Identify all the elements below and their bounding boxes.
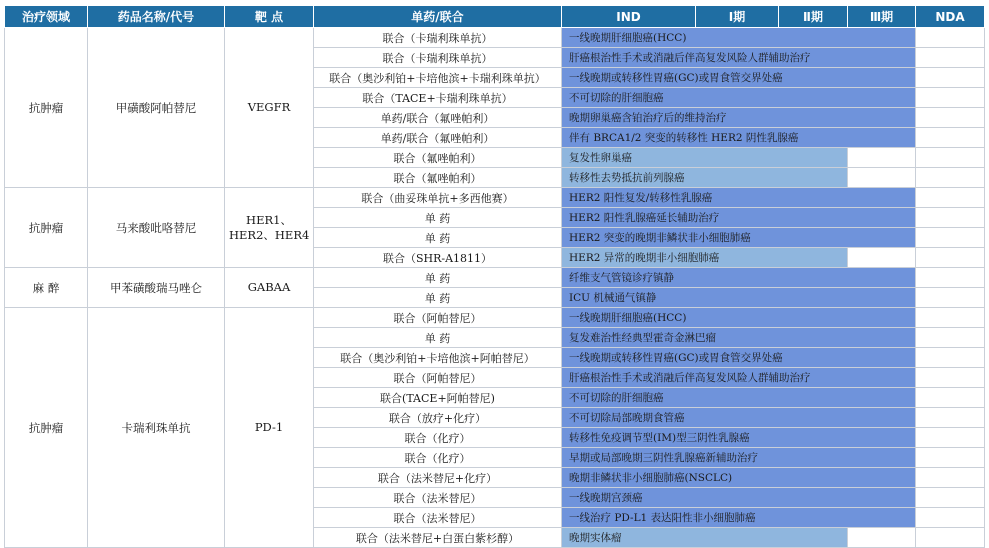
target-line: HER2、HER4 (229, 227, 310, 242)
empty-phase-cell (916, 508, 985, 528)
drug-name-cell: 甲苯磺酸瑞马唑仑 (88, 268, 225, 308)
regimen-cell: 联合（奥沙利铂+卡培他滨+阿帕替尼） (314, 348, 562, 368)
indication-progress-cell: 晚期实体瘤 (562, 528, 848, 548)
empty-phase-cell (916, 528, 985, 548)
regimen-cell: 联合（卡瑞利珠单抗） (314, 28, 562, 48)
drug-name-cell: 甲磺酸阿帕替尼 (88, 28, 225, 188)
therapy-area-cell: 抗肿瘤 (5, 188, 88, 268)
pipeline-table (4, 5, 985, 548)
header-nda: NDA (916, 6, 985, 28)
header-ind: IND (562, 6, 696, 28)
empty-phase-cell (916, 228, 985, 248)
header-target: 靶 点 (225, 6, 314, 28)
regimen-cell: 单 药 (314, 268, 562, 288)
empty-phase-cell (916, 148, 985, 168)
indication-progress-cell: 纤维支气管镜诊疗镇静 (562, 268, 916, 288)
indication-progress-cell: 晚期卵巢癌含铂治疗后的维持治疗 (562, 108, 916, 128)
regimen-cell: 联合（阿帕替尼） (314, 368, 562, 388)
header-drug-name: 药品名称/代号 (88, 6, 225, 28)
empty-phase-cell (916, 108, 985, 128)
regimen-cell: 联合（法米替尼+化疗） (314, 468, 562, 488)
regimen-cell: 联合（化疗） (314, 448, 562, 468)
regimen-cell: 联合（放疗+化疗） (314, 408, 562, 428)
empty-phase-cell (916, 28, 985, 48)
empty-phase-cell (916, 248, 985, 268)
target-cell (225, 188, 314, 268)
indication-progress-cell: 肝癌根治性手术或消融后伴高复发风险人群辅助治疗 (562, 368, 916, 388)
empty-phase-cell (848, 168, 916, 188)
regimen-cell: 联合（曲妥珠单抗+多西他赛） (314, 188, 562, 208)
table-header (5, 6, 985, 28)
regimen-cell: 联合（卡瑞利珠单抗） (314, 48, 562, 68)
empty-phase-cell (916, 348, 985, 368)
indication-progress-cell: 一线治疗 PD-L1 表达阳性非小细胞肺癌 (562, 508, 916, 528)
empty-phase-cell (916, 408, 985, 428)
regimen-cell: 联合（奥沙利铂+卡培他滨+卡瑞利珠单抗） (314, 68, 562, 88)
regimen-cell: 联合（氟唑帕利） (314, 148, 562, 168)
regimen-cell: 联合（法米替尼） (314, 488, 562, 508)
regimen-cell: 联合（TACE+卡瑞利珠单抗） (314, 88, 562, 108)
indication-progress-cell: HER2 异常的晚期非小细胞肺癌 (562, 248, 848, 268)
header-row (5, 6, 985, 28)
empty-phase-cell (916, 468, 985, 488)
indication-progress-cell: 复发难治性经典型霍奇金淋巴瘤 (562, 328, 916, 348)
table-row (5, 308, 985, 328)
empty-phase-cell (916, 388, 985, 408)
empty-phase-cell (916, 368, 985, 388)
empty-phase-cell (916, 128, 985, 148)
header-phase-3: Ⅲ期 (848, 6, 916, 28)
target-cell: VEGFR (225, 28, 314, 188)
header-phase-2: Ⅱ期 (779, 6, 848, 28)
table-row (5, 188, 985, 208)
indication-progress-cell: 早期或局部晚期三阴性乳腺癌新辅助治疗 (562, 448, 916, 468)
empty-phase-cell (916, 448, 985, 468)
indication-progress-cell: HER2 阳性复发/转移性乳腺癌 (562, 188, 916, 208)
indication-progress-cell: HER2 阳性乳腺癌延长辅助治疗 (562, 208, 916, 228)
indication-progress-cell: HER2 突变的晚期非鳞状非小细胞肺癌 (562, 228, 916, 248)
empty-phase-cell (916, 268, 985, 288)
indication-progress-cell: 一线晚期或转移性胃癌(GC)或胃食管交界处癌 (562, 68, 916, 88)
indication-progress-cell: 不可切除的肝细胞癌 (562, 88, 916, 108)
regimen-cell: 联合（化疗） (314, 428, 562, 448)
therapy-area-cell: 麻 醉 (5, 268, 88, 308)
empty-phase-cell (916, 308, 985, 328)
table-row (5, 28, 985, 48)
indication-progress-cell: ICU 机械通气镇静 (562, 288, 916, 308)
indication-progress-cell: 一线晚期宫颈癌 (562, 488, 916, 508)
regimen-cell: 联合（法米替尼） (314, 508, 562, 528)
header-regimen: 单药/联合 (314, 6, 562, 28)
target-cell: PD-1 (225, 308, 314, 548)
empty-phase-cell (848, 528, 916, 548)
target-cell: GABAA (225, 268, 314, 308)
regimen-cell: 联合（阿帕替尼） (314, 308, 562, 328)
empty-phase-cell (916, 168, 985, 188)
indication-progress-cell: 一线晚期肝细胞癌(HCC) (562, 28, 916, 48)
header-therapy-area: 治疗领域 (5, 6, 88, 28)
empty-phase-cell (916, 488, 985, 508)
indication-progress-cell: 一线晚期肝细胞癌(HCC) (562, 308, 916, 328)
therapy-area-cell: 抗肿瘤 (5, 28, 88, 188)
regimen-cell: 单 药 (314, 288, 562, 308)
indication-progress-cell: 转移性去势抵抗前列腺癌 (562, 168, 848, 188)
regimen-cell: 联合（SHR-A1811） (314, 248, 562, 268)
target-line: HER1、 (246, 212, 292, 227)
drug-name-cell: 马来酸吡咯替尼 (88, 188, 225, 268)
empty-phase-cell (848, 148, 916, 168)
drug-name-cell: 卡瑞利珠单抗 (88, 308, 225, 548)
regimen-cell: 联合(TACE+阿帕替尼) (314, 388, 562, 408)
empty-phase-cell (916, 428, 985, 448)
regimen-cell: 单 药 (314, 328, 562, 348)
indication-progress-cell: 转移性免疫调节型(IM)型三阴性乳腺癌 (562, 428, 916, 448)
empty-phase-cell (916, 208, 985, 228)
indication-progress-cell: 伴有 BRCA1/2 突变的转移性 HER2 阴性乳腺癌 (562, 128, 916, 148)
indication-progress-cell: 不可切除局部晚期食管癌 (562, 408, 916, 428)
therapy-area-cell: 抗肿瘤 (5, 308, 88, 548)
table-body (5, 28, 985, 548)
empty-phase-cell (916, 48, 985, 68)
indication-progress-cell: 不可切除的肝细胞癌 (562, 388, 916, 408)
regimen-cell: 单药/联合（氟唑帕利） (314, 108, 562, 128)
regimen-cell: 联合（氟唑帕利） (314, 168, 562, 188)
empty-phase-cell (916, 188, 985, 208)
empty-phase-cell (916, 68, 985, 88)
regimen-cell: 单药/联合（氟唑帕利） (314, 128, 562, 148)
table-row (5, 268, 985, 288)
indication-progress-cell: 一线晚期或转移性胃癌(GC)或胃食管交界处癌 (562, 348, 916, 368)
regimen-cell: 联合（法米替尼+白蛋白紫杉醇） (314, 528, 562, 548)
indication-progress-cell: 肝癌根治性手术或消融后伴高复发风险人群辅助治疗 (562, 48, 916, 68)
indication-progress-cell: 复发性卵巢癌 (562, 148, 848, 168)
empty-phase-cell (916, 328, 985, 348)
indication-progress-cell: 晚期非鳞状非小细胞肺癌(NSCLC) (562, 468, 916, 488)
empty-phase-cell (848, 248, 916, 268)
header-phase-1: Ⅰ期 (696, 6, 779, 28)
regimen-cell: 单 药 (314, 208, 562, 228)
regimen-cell: 单 药 (314, 228, 562, 248)
empty-phase-cell (916, 88, 985, 108)
empty-phase-cell (916, 288, 985, 308)
